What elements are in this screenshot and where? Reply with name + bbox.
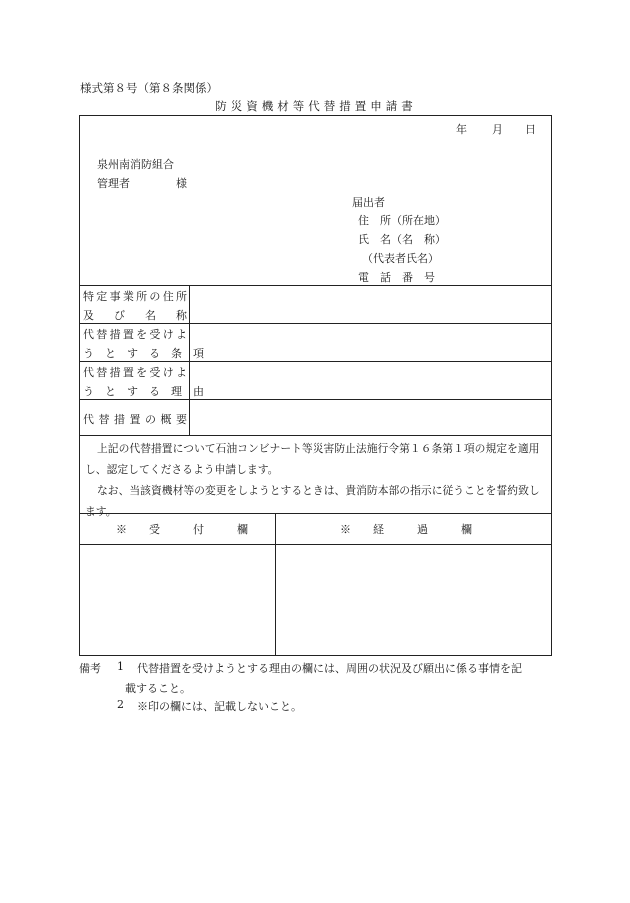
row-label-summary [83,411,187,427]
reception-cell [81,546,273,654]
row-label-line2: う と す る 条 項 [83,347,204,360]
page-title: 防災資機材等代替措置申請書 [215,99,417,113]
progress-column-header: ※ 経 過 欄 [340,523,472,536]
row-divider [79,285,552,286]
row-divider [79,435,552,436]
addressee-honorific: 様 [176,177,187,190]
row-divider [79,361,552,362]
date-month-label: 月 [492,123,503,136]
office-column-divider [275,513,276,656]
addressee-title: 管理者 [97,177,130,190]
row-label-line1: 代替措置の概要 [83,413,187,426]
note-text: ※印の欄には、記載しないこと。 [137,700,302,713]
row-label-line1: 特定事業所の住所 [83,290,187,303]
row-label-line2: う と す る 理 由 [83,385,204,398]
progress-cell [278,546,550,654]
note-text-continued: 載すること。 [125,682,191,695]
row-divider [79,544,552,545]
date-year-label: 年 [456,123,467,136]
applicant-address-label: 住 所（所在地） [358,214,446,227]
form-number: 様式第８号（第８条関係） [80,81,218,95]
row-label-article [83,326,204,361]
row-label-address [83,288,187,323]
statement-paragraph: 上記の代替措置について石油コンビナート等災害防止法施行令第１６条第１項の規定を適用し、認定してくださるよう申請します。 [85,442,540,476]
statement-paragraph: なお、当該資機材等の変更をしようとするときは、貴消防本部の指示に従うことを誓約致します。 [85,484,540,518]
note-text: 代替措置を受けようとする理由の欄には、周囲の状況及び願出に係る事情を記 [137,662,522,675]
notes-label: 備考 [79,662,101,675]
applicant-representative-label: （代表者氏名） [362,252,439,265]
date-day-label: 日 [525,123,536,136]
row-value-article[interactable] [192,327,548,358]
row-divider [79,323,552,324]
note-number: 1 [117,660,124,673]
statement-text [85,438,545,522]
reception-column-header: ※ 受 付 欄 [116,523,248,536]
row-label-line1: 代替措置を受けよ [83,366,187,379]
label-column-divider [189,285,190,435]
row-divider [79,513,552,514]
note-number: 2 [117,698,124,711]
row-value-summary[interactable] [192,403,548,432]
applicant-heading: 届出者 [352,196,385,209]
addressee-org: 泉州南消防組合 [97,158,174,171]
row-divider [79,399,552,400]
applicant-name-label: 氏 名（名 称） [358,233,446,246]
row-label-line2: 及 び 名 称 [83,309,187,322]
row-value-address[interactable] [192,289,548,320]
row-label-reason [83,364,204,399]
applicant-phone-label: 電 話 番 号 [358,271,435,284]
row-value-reason[interactable] [192,365,548,396]
row-label-line1: 代替措置を受けよ [83,328,187,341]
